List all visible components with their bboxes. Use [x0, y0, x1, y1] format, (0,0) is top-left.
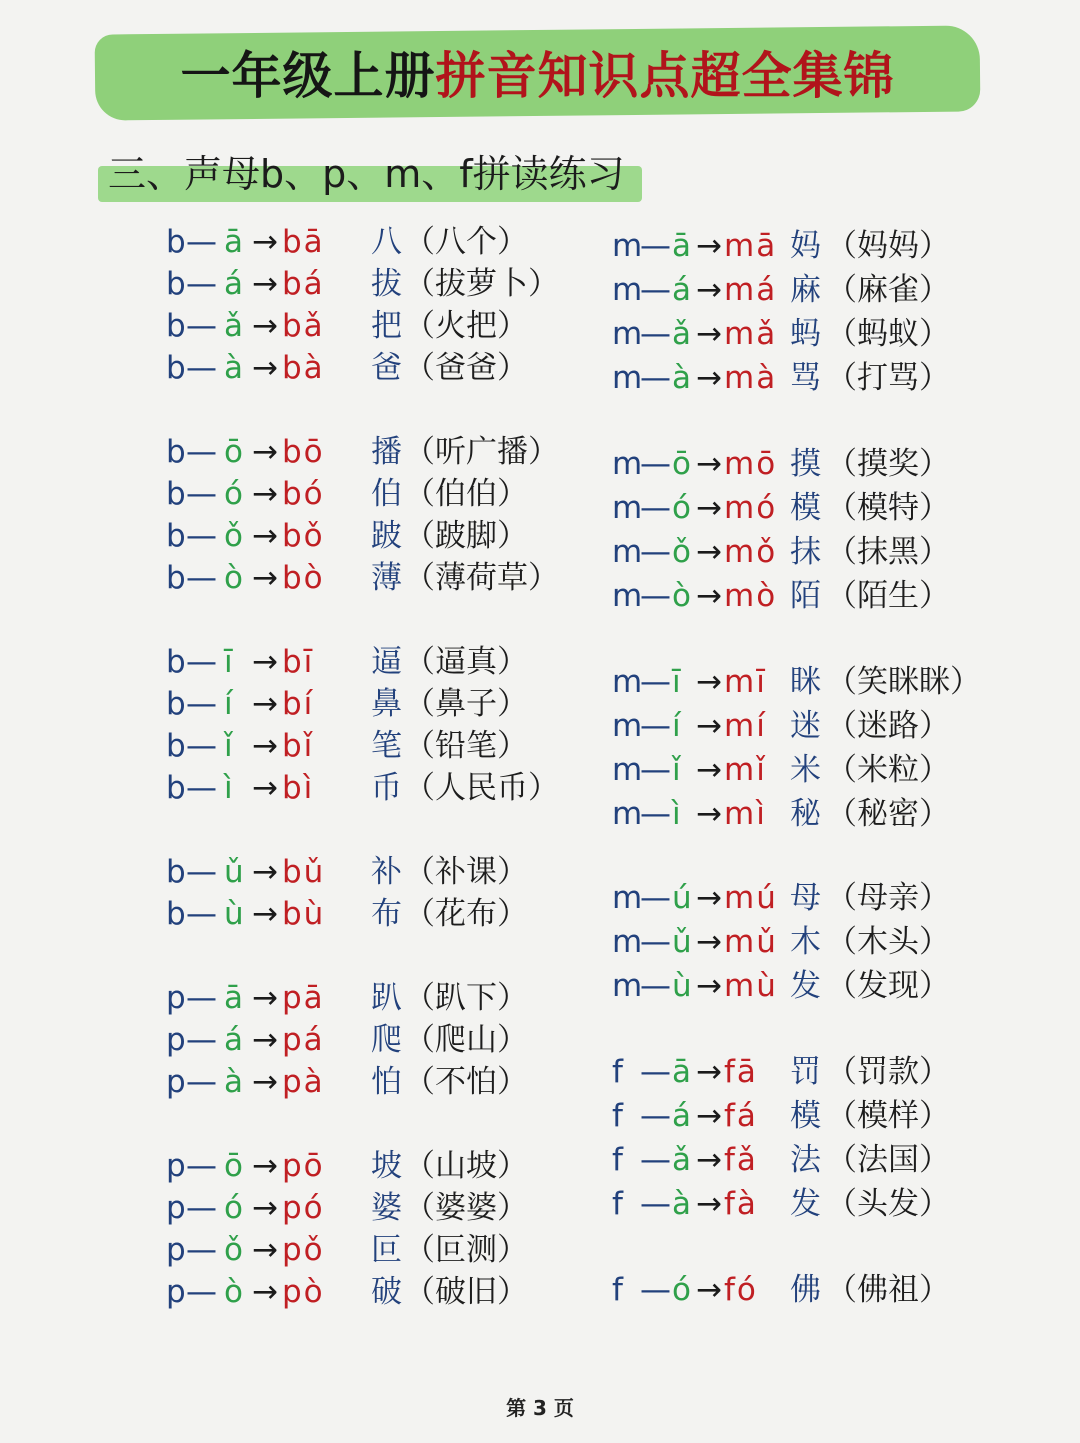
arrow-symbol: →: [696, 1186, 722, 1222]
example-word: （人民币）: [404, 770, 559, 806]
dash-separator: —: [186, 434, 217, 470]
dash-separator: —: [186, 518, 217, 554]
arrow-symbol: →: [696, 1142, 722, 1178]
example-word: （听广播）: [404, 434, 559, 470]
initial-letter: m: [612, 490, 643, 526]
hanzi-character: 木: [790, 924, 821, 960]
initial-letter: b: [166, 560, 186, 596]
hanzi-character: 模: [790, 1098, 821, 1134]
arrow-symbol: →: [252, 1148, 278, 1184]
example-word: （补课）: [404, 854, 528, 890]
final-vowel: ī: [224, 644, 233, 680]
example-word: （薄荷草）: [404, 560, 559, 596]
arrow-symbol: →: [252, 1274, 278, 1310]
hanzi-character: 跛: [371, 518, 402, 554]
final-vowel: ǎ: [224, 308, 243, 344]
combined-syllable: bǔ: [282, 854, 326, 890]
arrow-symbol: →: [696, 272, 722, 308]
combined-syllable: pò: [282, 1274, 325, 1310]
dash-separator: —: [186, 896, 217, 932]
dash-separator: —: [186, 476, 217, 512]
combined-syllable: pà: [282, 1064, 325, 1100]
dash-separator: —: [640, 924, 671, 960]
initial-letter: m: [612, 272, 643, 308]
arrow-symbol: →: [252, 1022, 278, 1058]
hanzi-character: 模: [790, 490, 821, 526]
dash-separator: —: [186, 308, 217, 344]
initial-letter: b: [166, 434, 186, 470]
final-vowel: ǎ: [672, 1142, 691, 1178]
dash-separator: —: [640, 316, 671, 352]
initial-letter: m: [612, 446, 643, 482]
arrow-symbol: →: [252, 896, 278, 932]
initial-letter: p: [166, 1064, 186, 1100]
dash-separator: —: [640, 880, 671, 916]
dash-separator: —: [186, 1064, 217, 1100]
hanzi-character: 摸: [790, 446, 821, 482]
hanzi-character: 逼: [371, 644, 402, 680]
example-word: （模样）: [826, 1098, 950, 1134]
initial-letter: b: [166, 350, 186, 386]
dash-separator: —: [186, 1148, 217, 1184]
hanzi-character: 伯: [371, 476, 402, 512]
combined-syllable: bì: [282, 770, 315, 806]
initial-letter: m: [612, 880, 643, 916]
final-vowel: ó: [672, 490, 691, 526]
hanzi-character: 币: [371, 770, 402, 806]
hanzi-character: 爬: [371, 1022, 402, 1058]
initial-letter: m: [612, 360, 643, 396]
arrow-symbol: →: [696, 708, 722, 744]
hanzi-character: 拔: [371, 266, 402, 302]
hanzi-character: 八: [371, 224, 402, 260]
hanzi-character: 坡: [371, 1148, 402, 1184]
initial-letter: m: [612, 316, 643, 352]
initial-letter: b: [166, 770, 186, 806]
arrow-symbol: →: [252, 350, 278, 386]
arrow-symbol: →: [252, 686, 278, 722]
example-word: （不怕）: [404, 1064, 528, 1100]
hanzi-character: 抹: [790, 534, 821, 570]
final-vowel: ó: [672, 1272, 691, 1308]
combined-syllable: mǔ: [724, 924, 778, 960]
final-vowel: ā: [224, 224, 243, 260]
initial-letter: b: [166, 644, 186, 680]
arrow-symbol: →: [696, 796, 722, 832]
example-word: （趴下）: [404, 980, 528, 1016]
example-word: （叵测）: [404, 1232, 528, 1268]
example-word: （铅笔）: [404, 728, 528, 764]
example-word: （母亲）: [826, 880, 950, 916]
dash-separator: —: [640, 578, 671, 614]
initial-letter: p: [166, 1022, 186, 1058]
combined-syllable: fá: [724, 1098, 758, 1134]
combined-syllable: mǎ: [724, 316, 778, 352]
final-vowel: ó: [224, 1190, 243, 1226]
hanzi-character: 法: [790, 1142, 821, 1178]
example-word: （花布）: [404, 896, 528, 932]
hanzi-character: 眯: [790, 664, 821, 700]
combined-syllable: fà: [724, 1186, 758, 1222]
example-word: （米粒）: [826, 752, 950, 788]
hanzi-character: 布: [371, 896, 402, 932]
hanzi-character: 笔: [371, 728, 402, 764]
combined-syllable: mú: [724, 880, 778, 916]
dash-separator: —: [640, 752, 671, 788]
arrow-symbol: →: [696, 752, 722, 788]
combined-syllable: bǎ: [282, 308, 325, 344]
arrow-symbol: →: [696, 924, 722, 960]
dash-separator: —: [186, 1232, 217, 1268]
combined-syllable: mō: [724, 446, 778, 482]
dash-separator: —: [186, 350, 217, 386]
final-vowel: ā: [672, 228, 691, 264]
combined-syllable: mī: [724, 664, 767, 700]
initial-letter: b: [166, 308, 186, 344]
arrow-symbol: →: [696, 578, 722, 614]
hanzi-character: 米: [790, 752, 821, 788]
hanzi-character: 发: [790, 1186, 821, 1222]
final-vowel: á: [224, 1022, 243, 1058]
page-title: [95, 36, 980, 116]
dash-separator: —: [640, 796, 671, 832]
combined-syllable: pó: [282, 1190, 325, 1226]
hanzi-character: 叵: [371, 1232, 402, 1268]
example-word: （木头）: [826, 924, 950, 960]
combined-syllable: mā: [724, 228, 778, 264]
arrow-symbol: →: [696, 316, 722, 352]
dash-separator: —: [640, 446, 671, 482]
combined-syllable: pā: [282, 980, 325, 1016]
arrow-symbol: →: [252, 434, 278, 470]
initial-letter: p: [166, 1148, 186, 1184]
dash-separator: —: [186, 1190, 217, 1226]
combined-syllable: bí: [282, 686, 315, 722]
hanzi-character: 罚: [790, 1054, 821, 1090]
combined-syllable: mó: [724, 490, 778, 526]
dash-separator: —: [186, 854, 217, 890]
final-vowel: ì: [672, 796, 681, 832]
arrow-symbol: →: [252, 1232, 278, 1268]
combined-syllable: bō: [282, 434, 325, 470]
hanzi-character: 发: [790, 968, 821, 1004]
dash-separator: —: [640, 968, 671, 1004]
final-vowel: ā: [672, 1054, 691, 1090]
arrow-symbol: →: [252, 224, 278, 260]
final-vowel: ǒ: [672, 534, 691, 570]
initial-letter: m: [612, 968, 643, 1004]
hanzi-character: 妈: [790, 228, 821, 264]
dash-separator: —: [640, 1054, 671, 1090]
combined-syllable: bó: [282, 476, 325, 512]
combined-syllable: bà: [282, 350, 325, 386]
hanzi-character: 迷: [790, 708, 821, 744]
hanzi-character: 鼻: [371, 686, 402, 722]
combined-syllable: mí: [724, 708, 767, 744]
dash-separator: —: [186, 224, 217, 260]
final-vowel: ǔ: [224, 854, 244, 890]
example-word: （发现）: [826, 968, 950, 1004]
final-vowel: ǐ: [672, 752, 681, 788]
example-word: （山坡）: [404, 1148, 528, 1184]
arrow-symbol: →: [252, 308, 278, 344]
combined-syllable: pō: [282, 1148, 325, 1184]
example-word: （爸爸）: [404, 350, 528, 386]
combined-syllable: mò: [724, 578, 778, 614]
hanzi-character: 怕: [371, 1064, 402, 1100]
combined-syllable: mà: [724, 360, 778, 396]
final-vowel: à: [224, 1064, 243, 1100]
example-word: （妈妈）: [826, 228, 950, 264]
final-vowel: ǐ: [224, 728, 233, 764]
arrow-symbol: →: [252, 728, 278, 764]
hanzi-character: 把: [371, 308, 402, 344]
hanzi-character: 秘: [790, 796, 821, 832]
initial-letter: m: [612, 534, 643, 570]
dash-separator: —: [640, 664, 671, 700]
dash-separator: —: [640, 490, 671, 526]
arrow-symbol: →: [252, 644, 278, 680]
example-word: （摸奖）: [826, 446, 950, 482]
final-vowel: á: [672, 272, 691, 308]
arrow-symbol: →: [696, 490, 722, 526]
initial-letter: p: [166, 1190, 186, 1226]
initial-letter: b: [166, 224, 186, 260]
initial-letter: f: [612, 1272, 623, 1308]
final-vowel: ì: [224, 770, 233, 806]
combined-syllable: bā: [282, 224, 325, 260]
dash-separator: —: [186, 1274, 217, 1310]
initial-letter: p: [166, 1232, 186, 1268]
example-word: （麻雀）: [826, 272, 950, 308]
hanzi-character: 播: [371, 434, 402, 470]
final-vowel: á: [672, 1098, 691, 1134]
arrow-symbol: →: [252, 560, 278, 596]
final-vowel: ō: [224, 1148, 243, 1184]
hanzi-character: 母: [790, 880, 821, 916]
combined-syllable: bá: [282, 266, 325, 302]
initial-letter: b: [166, 854, 186, 890]
initial-letter: b: [166, 476, 186, 512]
arrow-symbol: →: [696, 1098, 722, 1134]
dash-separator: —: [640, 1142, 671, 1178]
example-word: （陌生）: [826, 578, 950, 614]
combined-syllable: mù: [724, 968, 778, 1004]
final-vowel: ò: [224, 1274, 243, 1310]
final-vowel: ǔ: [672, 924, 692, 960]
initial-letter: m: [612, 228, 643, 264]
arrow-symbol: →: [252, 1190, 278, 1226]
final-vowel: ǒ: [224, 518, 243, 554]
arrow-symbol: →: [696, 1054, 722, 1090]
arrow-symbol: →: [252, 476, 278, 512]
final-vowel: í: [224, 686, 233, 722]
arrow-symbol: →: [252, 980, 278, 1016]
initial-letter: m: [612, 708, 643, 744]
final-vowel: ī: [672, 664, 681, 700]
arrow-symbol: →: [252, 1064, 278, 1100]
final-vowel: í: [672, 708, 681, 744]
combined-syllable: bǒ: [282, 518, 325, 554]
example-word: （鼻子）: [404, 686, 528, 722]
final-vowel: ǎ: [672, 316, 691, 352]
example-word: （跛脚）: [404, 518, 528, 554]
hanzi-character: 趴: [371, 980, 402, 1016]
arrow-symbol: →: [696, 446, 722, 482]
example-word: （秘密）: [826, 796, 950, 832]
arrow-symbol: →: [696, 664, 722, 700]
hanzi-character: 补: [371, 854, 402, 890]
hanzi-character: 佛: [790, 1272, 821, 1308]
initial-letter: f: [612, 1186, 623, 1222]
final-vowel: ò: [224, 560, 243, 596]
dash-separator: —: [186, 980, 217, 1016]
final-vowel: ú: [672, 880, 692, 916]
example-word: （打骂）: [826, 360, 950, 396]
dash-separator: —: [186, 686, 217, 722]
combined-syllable: fó: [724, 1272, 758, 1308]
arrow-symbol: →: [696, 880, 722, 916]
combined-syllable: bù: [282, 896, 326, 932]
initial-letter: f: [612, 1054, 623, 1090]
dash-separator: —: [186, 560, 217, 596]
dash-separator: —: [640, 1186, 671, 1222]
dash-separator: —: [640, 360, 671, 396]
arrow-symbol: →: [252, 854, 278, 890]
example-word: （模特）: [826, 490, 950, 526]
final-vowel: à: [672, 1186, 691, 1222]
initial-letter: m: [612, 664, 643, 700]
combined-syllable: fā: [724, 1054, 758, 1090]
dash-separator: —: [186, 770, 217, 806]
dash-separator: —: [186, 266, 217, 302]
title-part-black: 一年级上册: [180, 47, 436, 105]
final-vowel: à: [224, 350, 243, 386]
hanzi-character: 爸: [371, 350, 402, 386]
dash-separator: —: [640, 1272, 671, 1308]
combined-syllable: pá: [282, 1022, 325, 1058]
hanzi-character: 蚂: [790, 316, 821, 352]
initial-letter: b: [166, 686, 186, 722]
final-vowel: á: [224, 266, 243, 302]
final-vowel: ō: [672, 446, 691, 482]
example-word: （法国）: [826, 1142, 950, 1178]
example-word: （佛祖）: [826, 1272, 950, 1308]
initial-letter: m: [612, 578, 643, 614]
example-word: （逼真）: [404, 644, 528, 680]
dash-separator: —: [640, 708, 671, 744]
dash-separator: —: [186, 728, 217, 764]
final-vowel: ù: [672, 968, 692, 1004]
final-vowel: ù: [224, 896, 244, 932]
combined-syllable: bǐ: [282, 728, 315, 764]
initial-letter: b: [166, 728, 186, 764]
title-part-red: 拼音知识点超全集锦: [435, 47, 895, 105]
arrow-symbol: →: [696, 228, 722, 264]
combined-syllable: fǎ: [724, 1142, 758, 1178]
example-word: （罚款）: [826, 1054, 950, 1090]
page-number: 第 3 页: [506, 1396, 574, 1420]
hanzi-character: 麻: [790, 272, 821, 308]
hanzi-character: 薄: [371, 560, 402, 596]
combined-syllable: mǒ: [724, 534, 778, 570]
initial-letter: m: [612, 752, 643, 788]
hanzi-character: 婆: [371, 1190, 402, 1226]
arrow-symbol: →: [696, 968, 722, 1004]
combined-syllable: mǐ: [724, 752, 767, 788]
example-word: （抹黑）: [826, 534, 950, 570]
combined-syllable: mì: [724, 796, 767, 832]
example-word: （笑眯眯）: [826, 664, 981, 700]
example-word: （婆婆）: [404, 1190, 528, 1226]
hanzi-character: 骂: [790, 360, 821, 396]
final-vowel: à: [672, 360, 691, 396]
combined-syllable: bò: [282, 560, 325, 596]
dash-separator: —: [186, 644, 217, 680]
final-vowel: ò: [672, 578, 691, 614]
dash-separator: —: [640, 534, 671, 570]
arrow-symbol: →: [252, 518, 278, 554]
example-word: （头发）: [826, 1186, 950, 1222]
initial-letter: b: [166, 518, 186, 554]
initial-letter: p: [166, 980, 186, 1016]
section-subtitle: 三、声母b、p、m、f拼读练习: [108, 152, 625, 196]
initial-letter: f: [612, 1142, 623, 1178]
final-vowel: ǒ: [224, 1232, 243, 1268]
arrow-symbol: →: [696, 1272, 722, 1308]
initial-letter: m: [612, 796, 643, 832]
combined-syllable: pǒ: [282, 1232, 325, 1268]
combined-syllable: má: [724, 272, 778, 308]
example-word: （伯伯）: [404, 476, 528, 512]
hanzi-character: 陌: [790, 578, 821, 614]
initial-letter: b: [166, 266, 186, 302]
arrow-symbol: →: [696, 360, 722, 396]
dash-separator: —: [640, 272, 671, 308]
initial-letter: p: [166, 1274, 186, 1310]
dash-separator: —: [186, 1022, 217, 1058]
arrow-symbol: →: [252, 770, 278, 806]
dash-separator: —: [640, 1098, 671, 1134]
initial-letter: b: [166, 896, 186, 932]
arrow-symbol: →: [252, 266, 278, 302]
hanzi-character: 破: [371, 1274, 402, 1310]
combined-syllable: bī: [282, 644, 315, 680]
example-word: （破旧）: [404, 1274, 528, 1310]
example-word: （拔萝卜）: [404, 266, 559, 302]
initial-letter: m: [612, 924, 643, 960]
final-vowel: ō: [224, 434, 243, 470]
final-vowel: ó: [224, 476, 243, 512]
example-word: （八个）: [404, 224, 528, 260]
initial-letter: f: [612, 1098, 623, 1134]
arrow-symbol: →: [696, 534, 722, 570]
dash-separator: —: [640, 228, 671, 264]
example-word: （蚂蚁）: [826, 316, 950, 352]
example-word: （爬山）: [404, 1022, 528, 1058]
example-word: （迷路）: [826, 708, 950, 744]
final-vowel: ā: [224, 980, 243, 1016]
example-word: （火把）: [404, 308, 528, 344]
